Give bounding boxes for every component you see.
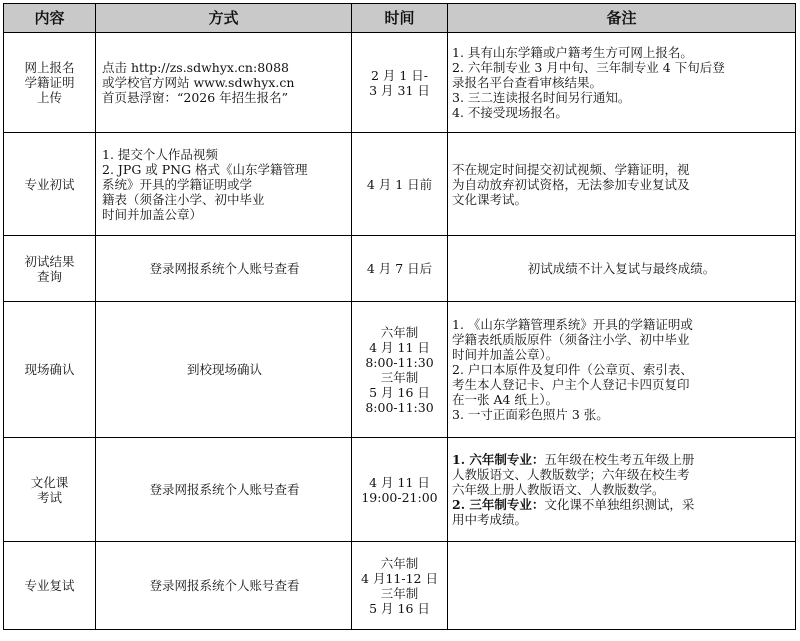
row-method-preliminary: 1. 提交个人作品视频 2. JPG 或 PNG 格式《山东学籍管理 系统》开具的学籍证明或学 籍表（须备注小学、初中毕业 时间并加盖公章）: [96, 133, 352, 236]
row-note-onsite-confirmation: 1. 《山东学籍管理系统》开具的学籍证明或 学籍表纸质版原件（须备注小学、初中毕业 时间并加盖公章）。 2. 户口本原件及复印件（公章页、索引表、 考生本人登记卡、户主个人登记卡四页复印 在一张 A4 纸上）。 3. 一寸正面彩色照片 3 张。: [448, 302, 796, 438]
table-row: [4, 438, 796, 542]
header-item: 内容: [4, 4, 96, 33]
row-method-online-registration: 点击 http://zs.sdwhyx.cn:8088 或学校官方网站 www.sdwhyx.cn 首页悬浮窗：“2026 年招生报名”: [96, 33, 352, 133]
table-header-row: [4, 4, 796, 33]
row-time-professional-retest: 六年制 4 月11-12 日 三年制 5 月 16 日: [352, 542, 448, 630]
row-item-online-registration: 网上报名 学籍证明 上传: [4, 33, 96, 133]
row-note-preliminary: 不在规定时间提交初试视频、学籍证明，视 为自动放弃初试资格，无法参加专业复试及 文化课考试。: [448, 133, 796, 236]
row-time-onsite-confirmation: 六年制 4 月 11 日 8:00-11:30 三年制 5 月 16 日 8:00-11:30: [352, 302, 448, 438]
row-time-online-registration: 2 月 1 日- 3 月 31 日: [352, 33, 448, 133]
row-method-result-query: 登录网报系统个人账号查看: [96, 236, 352, 302]
table-row: [4, 133, 796, 236]
row-note-professional-retest: [448, 542, 796, 630]
row-method-onsite-confirmation: 到校现场确认: [96, 302, 352, 438]
school-website-link[interactable]: 或学校官方网站 www.sdwhyx.cn: [102, 75, 295, 90]
header-time: 时间: [352, 4, 448, 33]
row-item-preliminary: 专业初试: [4, 133, 96, 236]
row-note-online-registration: 1. 具有山东学籍或户籍考生方可网上报名。 2. 六年制专业 3 月中旬、三年制专业 4 下旬后登 录报名平台查看审核结果。 3. 三二连读报名时间另行通知。 4. 不接受现场报名。: [448, 33, 796, 133]
header-method: 方式: [96, 4, 352, 33]
row-method-culture-exam: 登录网报系统个人账号查看: [96, 438, 352, 542]
row-method-professional-retest: 登录网报系统个人账号查看: [96, 542, 352, 630]
row-time-result-query: 4 月 7 日后: [352, 236, 448, 302]
table-row: [4, 542, 796, 630]
table-row: [4, 302, 796, 438]
table-row: [4, 33, 796, 133]
row-note-culture-exam: 1. 六年制专业：五年级在校生考五年级上册 人教版语文、人教版数学；六年级在校生考 六年级上册人教版语文、人教版数学。 2. 三年制专业：文化课不单独组织测试，采 用中考成绩。: [448, 438, 796, 542]
enrollment-schedule-table: [3, 3, 796, 630]
row-item-culture-exam: 文化课 考试: [4, 438, 96, 542]
row-item-result-query: 初试结果 查询: [4, 236, 96, 302]
row-time-culture-exam: 4 月 11 日 19:00-21:00: [352, 438, 448, 542]
registration-url-link[interactable]: 点击 http://zs.sdwhyx.cn:8088: [102, 60, 290, 75]
row-time-preliminary: 4 月 1 日前: [352, 133, 448, 236]
row-item-professional-retest: 专业复试: [4, 542, 96, 630]
row-note-result-query: 初试成绩不计入复试与最终成绩。: [448, 236, 796, 302]
table-row: [4, 236, 796, 302]
header-note: 备注: [448, 4, 796, 33]
row-item-onsite-confirmation: 现场确认: [4, 302, 96, 438]
